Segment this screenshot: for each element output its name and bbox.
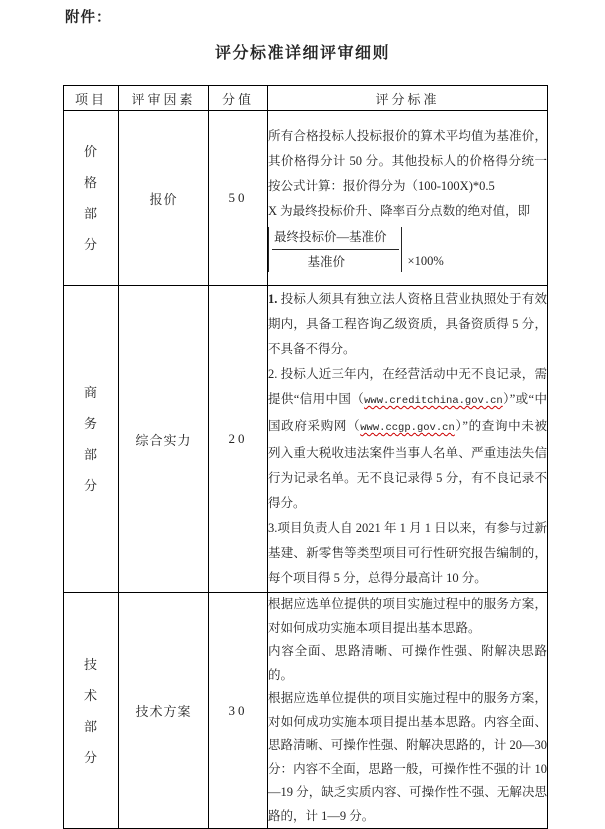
criteria-item-2 — [268, 362, 547, 516]
category-label: 商务部分 — [83, 385, 98, 493]
table-row-technical — [64, 593, 548, 829]
formula-numerator: 最终投标价—基准价 — [272, 227, 399, 250]
criteria-paragraph: 根据应选单位提供的项目实施过程中的服务方案，对如何成功实施本项目提出基本思路。内容全面、思路清晰、可操作性强、附解决思路的，计 20—30 分：内容不全面，思路一般，可操作性不强的计 10—19 分，缺乏实质内容、可操作性不强、无解决思路的，计 1—9 分。 — [268, 691, 547, 823]
factor-label: 综合实力 — [135, 432, 192, 448]
criteria-item-3: 3.项目负责人自 2021 年 1 月 1 日以来，有参与过新基建、新零售等类型项目可行性研究报告编制的，每个项目得 5 分，总得分最高计 10 分。 — [268, 521, 547, 585]
score-value: 20 — [228, 431, 248, 446]
factor-label: 技术方案 — [135, 704, 192, 719]
criteria-paragraph: 内容全面、思路清晰、可操作性强、附解决思路的。 — [268, 644, 547, 682]
price-score-formula — [268, 227, 547, 272]
col-header-criteria: 评分标准 — [268, 86, 548, 111]
table-row-business — [64, 286, 548, 593]
criteria-paragraph: 所有合格投标人投标报价的算术平均值为基准价，其价格得分计 50 分。其他投标人的价格得分统一按公式计算：报价得分为（100-100X)*0.5 — [268, 128, 547, 193]
cell-category-technical — [64, 593, 119, 829]
ccgp-url: www.ccgp.gov.cn — [360, 422, 455, 434]
formula-multiplier: ×100% — [407, 254, 444, 268]
cell-criteria-business — [268, 286, 548, 593]
criteria-item-1 — [268, 287, 547, 362]
cell-score-business — [209, 286, 268, 593]
score-value: 30 — [228, 702, 248, 718]
table-row-price — [64, 111, 548, 286]
category-label: 价格部分 — [83, 144, 98, 252]
factor-label: 报价 — [149, 191, 178, 207]
cell-category-business — [64, 286, 119, 593]
absolute-value-bars — [268, 227, 402, 272]
cell-score-technical — [209, 593, 268, 829]
attachment-label: 附件： — [65, 10, 112, 26]
item-text: ）”或“中国政府采购网（ — [268, 392, 547, 433]
col-header-score: 分值 — [209, 86, 268, 111]
category-label: 技术部分 — [83, 656, 98, 765]
cell-score-price — [209, 111, 268, 286]
cell-factor-price — [119, 111, 209, 286]
score-value: 50 — [228, 190, 248, 205]
item-number: 1. — [268, 292, 278, 306]
formula-denominator: 基准价 — [307, 255, 346, 269]
item-text: 投标人近三年内，在经营活动中无不良记录，需提供“信用中国（ — [268, 367, 547, 406]
page-title: 评分标准详细评审细则 — [214, 45, 390, 62]
criteria-paragraph: 根据应选单位提供的项目实施过程中的服务方案，对如何成功实施本项目提出基本思路。 — [268, 597, 547, 635]
item-text: ）”的查询中未被列入重大税收违法案件当事人名单、严重违法失信行为记录名单。无不良记录得 5 分，有不良记录不得分。 — [268, 419, 547, 510]
cell-criteria-technical — [268, 593, 548, 829]
criteria-paragraph: X 为最终投标价升、降率百分点数的绝对值，即 — [268, 203, 531, 218]
scoring-criteria-table — [63, 85, 548, 829]
cell-factor-business — [119, 286, 209, 593]
cell-category-price — [64, 111, 119, 286]
col-header-factor: 评审因素 — [119, 86, 209, 111]
cell-criteria-price — [268, 111, 548, 286]
item-text: 投标人须具有独立法人资格且营业执照处于有效期内，具备工程咨询乙级资质，具备资质得 5 分，不具备不得分。 — [268, 292, 547, 356]
table-header-row — [64, 86, 548, 111]
item-number: 2. — [268, 367, 278, 381]
col-header-item: 项目 — [64, 86, 119, 111]
cell-factor-technical — [119, 593, 209, 829]
credit-china-url: www.creditchina.gov.cn — [364, 395, 503, 407]
